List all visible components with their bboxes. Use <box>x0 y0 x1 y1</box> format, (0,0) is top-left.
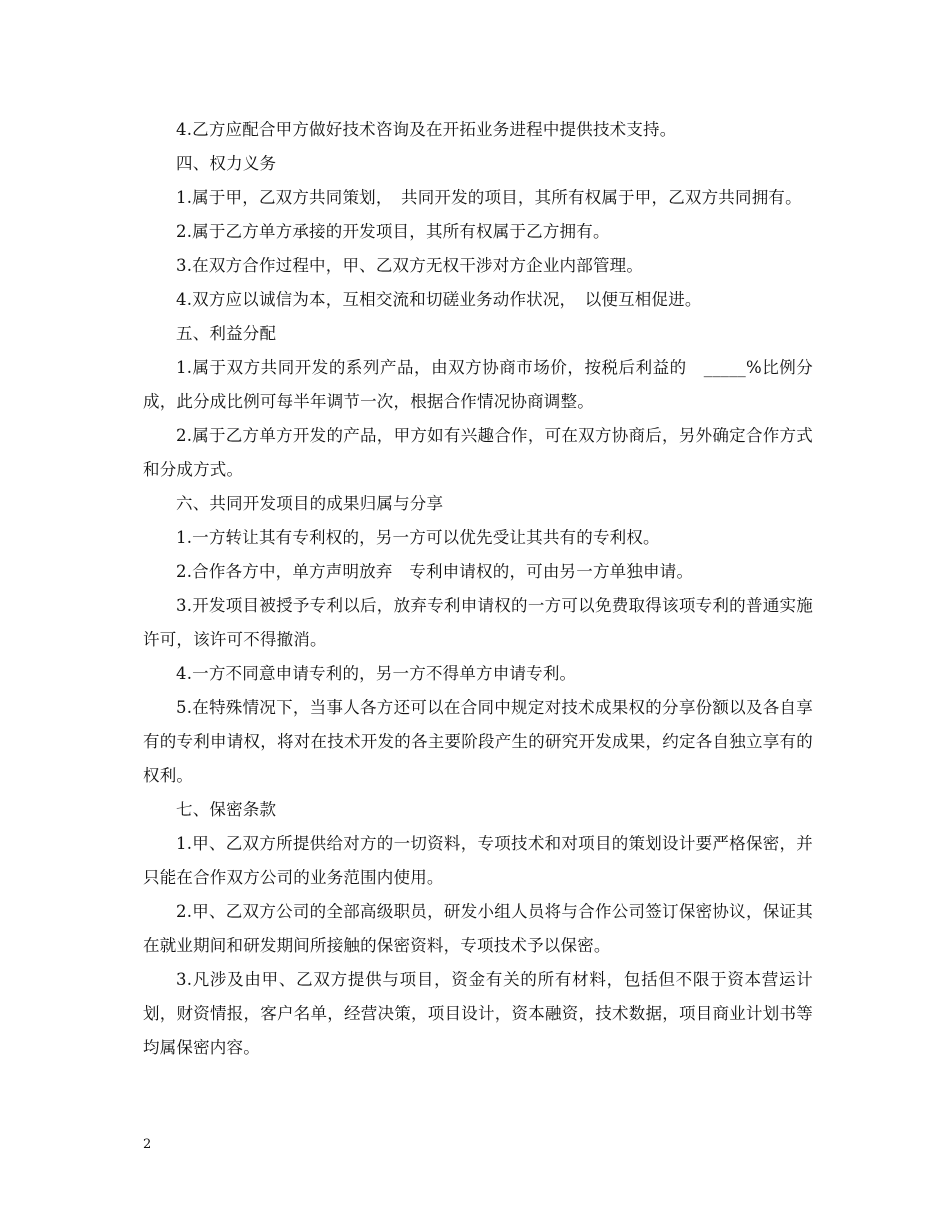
section-heading: 七、保密条款 <box>176 800 277 819</box>
paragraph-item: 3.在双方合作过程中，甲、乙双方无权干涉对方企业内部管理。 <box>176 256 644 275</box>
paragraph-item: 3.开发项目被授予专利以后，放弃专利申请权的一方可以免费取得该项专利的普通实施许可，该许可不得撤消。 <box>143 596 813 649</box>
section-heading: 四、权力义务 <box>176 154 277 173</box>
paragraph-item: 1.属于双方共同开发的系列产品，由双方协商市场价，按税后利益的 _____%比例分成，此分成比例可每半年调节一次，根据合作情况协商调整。 <box>143 358 813 411</box>
paragraph-item: 2.属于乙方单方承接的开发项目，其所有权属于乙方拥有。 <box>176 222 610 241</box>
paragraph-item: 2.甲、乙双方公司的全部高级职员，研发小组人员将与合作公司签订保密协议，保证其在就业期间和研发期间所接触的保密资料，专项技术予以保密。 <box>143 902 813 955</box>
paragraph-item: 1.一方转让其有专利权的，另一方可以优先受让其共有的专利权。 <box>176 528 660 547</box>
section-heading: 六、共同开发项目的成果归属与分享 <box>176 494 444 513</box>
paragraph-item: 4.双方应以诚信为本，互相交流和切磋业务动作状况， 以便互相促进。 <box>176 290 702 309</box>
paragraph-item: 5.在特殊情况下，当事人各方还可以在合同中规定对技术成果权的分享份额以及各自享有的专利申请权，将对在技术开发的各主要阶段产生的研究开发成果，约定各自独立享有的权利。 <box>143 698 813 785</box>
paragraph-item: 2.合作各方中，单方声明放弃 专利申请权的，可由另一方单独申请。 <box>176 562 694 581</box>
paragraph-item: 1.甲、乙双方所提供给对方的一切资料，专项技术和对项目的策划设计要严格保密，并只能在合作双方公司的业务范围内使用。 <box>143 834 813 887</box>
paragraph-item: 3.凡涉及由甲、乙双方提供与项目，资金有关的所有材料，包括但不限于资本营运计划，财资情报，客户名单，经营决策，项目设计，资本融资，技术数据，项目商业计划书等均属保密内容。 <box>143 970 813 1057</box>
section-heading: 五、利益分配 <box>176 324 277 343</box>
document-body <box>143 113 813 1065</box>
paragraph-item: 1.属于甲，乙双方共同策划， 共同开发的项目，其所有权属于甲，乙双方共同拥有。 <box>176 188 802 207</box>
page-number: 2 <box>143 1137 152 1152</box>
paragraph-item: 4.乙方应配合甲方做好技术咨询及在开拓业务进程中提供技术支持。 <box>176 120 677 139</box>
paragraph-item: 2.属于乙方单方开发的产品，甲方如有兴趣合作，可在双方协商后，另外确定合作方式和分成方式。 <box>143 426 813 479</box>
paragraph-item: 4.一方不同意申请专利的，另一方不得单方申请专利。 <box>176 664 577 683</box>
